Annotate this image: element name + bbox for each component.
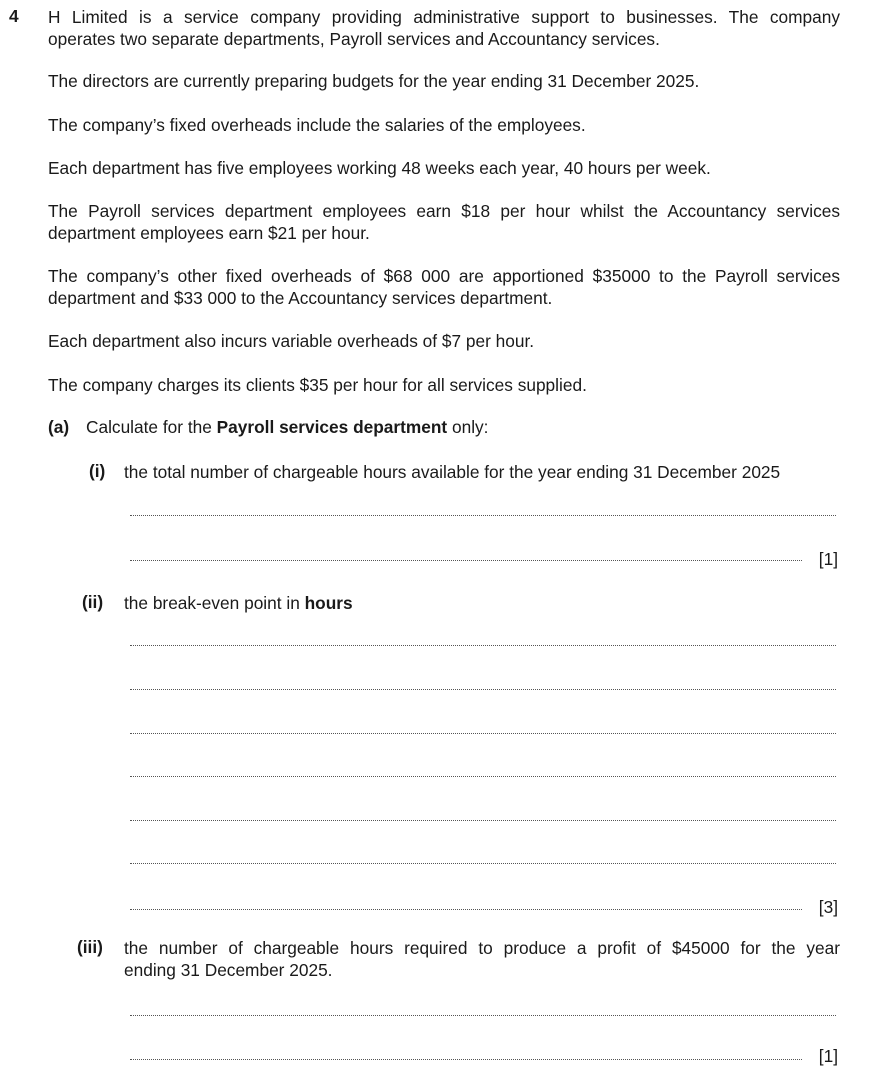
subpart-ii-text-before: the break-even point in [124,593,305,613]
intro-paragraph-4 [48,157,840,179]
part-a-instruction [86,417,488,438]
intro-line: The company’s fixed overheads include the salaries of the employees. [48,115,586,135]
intro-paragraph-5 [48,200,840,244]
intro-line: Each department has five employees working 48 weeks each year, 40 hours per week. [48,158,711,178]
subpart-iii-line-2: ending 31 December 2025. [124,960,333,980]
intro-line: Each department also incurs variable overheads of $7 per hour. [48,331,535,351]
answer-line[interactable] [130,515,836,516]
intro-paragraph-7 [48,330,840,352]
subpart-i-label: (i) [89,461,106,481]
intro-line: The company charges its clients $35 per hour for all services supplied. [48,375,587,395]
answer-line[interactable] [130,909,802,910]
answer-line[interactable] [130,645,836,646]
answer-line[interactable] [130,776,836,777]
intro-paragraph-8 [48,374,840,396]
marks-label: [1] [818,549,838,569]
answer-line[interactable] [130,1015,836,1016]
answer-line[interactable] [130,820,836,821]
intro-line: department and $33 000 to the Accountancy services department. [48,288,553,308]
answer-line[interactable] [130,1059,802,1060]
subpart-ii-text [124,592,840,614]
intro-paragraph-6 [48,265,840,309]
intro-line: The directors are currently preparing budgets for the year ending 31 December 2025. [48,71,700,91]
subpart-ii-text-bold: hours [304,593,353,613]
subpart-iii-text [124,937,840,981]
answer-line[interactable] [130,863,836,864]
intro-line: The Payroll services department employees earn $18 per hour whilst the Accountancy services [48,201,840,221]
subpart-iii-line-1: the number of chargeable hours required to produce a profit of $45000 for the year [124,938,840,958]
part-a-label: (a) [48,417,70,437]
intro-line: The company’s other fixed overheads of $68 000 are apportioned $35000 to the Payroll services [48,266,840,286]
intro-paragraph-1 [48,6,840,50]
intro-line: department employees earn $21 per hour. [48,223,370,243]
marks-label: [1] [818,1046,838,1066]
part-a-text-bold: Payroll services department [216,417,448,437]
answer-line[interactable] [130,560,802,561]
part-a-text-before: Calculate for the [86,417,217,437]
intro-line: H Limited is a service company providing administrative support to businesses. The company [48,7,840,27]
answer-line[interactable] [130,733,836,734]
marks-label: [3] [818,897,838,917]
part-a-text-after: only: [447,417,489,437]
subpart-ii-label: (ii) [82,592,104,612]
subpart-i-text: the total number of chargeable hours available for the year ending 31 December 2025 [124,462,781,482]
intro-paragraph-3 [48,114,840,136]
intro-line: operates two separate departments, Payroll services and Accountancy services. [48,29,660,49]
subpart-iii-label: (iii) [77,937,103,957]
answer-line[interactable] [130,689,836,690]
intro-paragraph-2 [48,70,840,92]
question-number: 4 [9,6,19,26]
